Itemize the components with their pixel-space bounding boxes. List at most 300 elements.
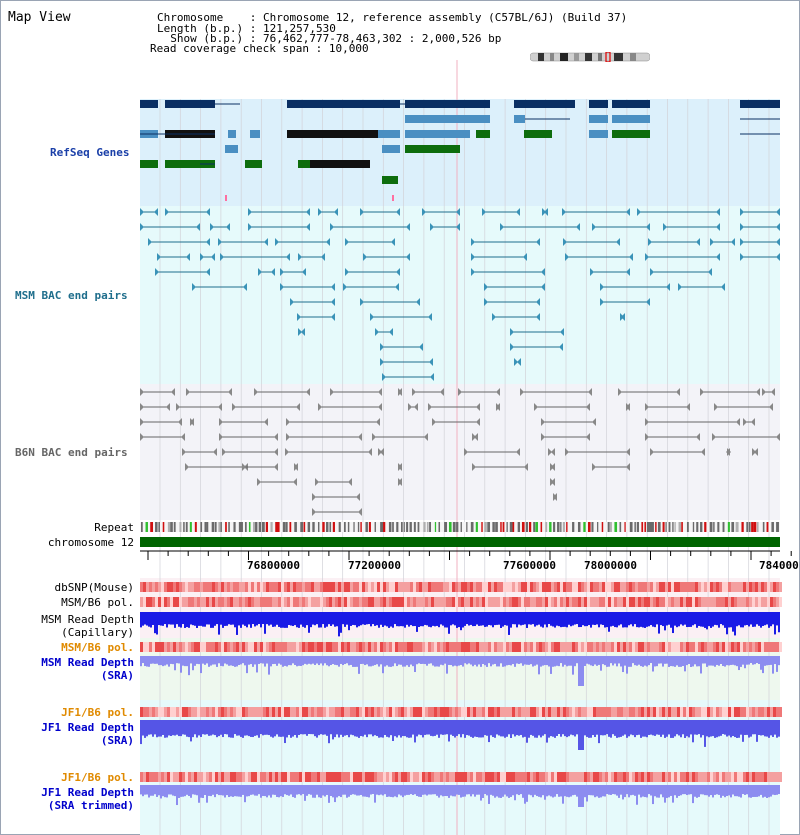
repeat-element xyxy=(333,522,335,532)
msm-b6-pol-2-cell xyxy=(470,642,473,652)
msm-depth-cap-bar xyxy=(360,612,362,625)
repeat-element xyxy=(481,522,482,532)
jf1-depth-sra-bar xyxy=(154,720,156,734)
msm-depth-cap-bar xyxy=(178,612,180,627)
msm-depth-cap-bar xyxy=(618,612,620,625)
msm-depth-sra-bar xyxy=(676,656,678,665)
msm-b6-pol-2-cell xyxy=(578,642,581,652)
dbsnp-cell xyxy=(272,582,275,592)
jf1-depth-trim-bar xyxy=(672,785,674,803)
jf1-depth-trim-bar xyxy=(140,785,142,794)
jf1-b6-pol-2-cell xyxy=(485,772,488,782)
msm-b6-pol-2-cell xyxy=(659,642,662,652)
msm-b6-pol-cell xyxy=(692,597,695,607)
jf1-depth-trim-bar xyxy=(250,785,252,795)
jf1-depth-sra-bar xyxy=(264,720,266,735)
msm-depth-sra-bar xyxy=(500,656,502,663)
jf1-depth-sra-bar xyxy=(158,720,160,737)
msm-depth-cap-bar xyxy=(184,612,186,628)
jf1-b6-pol-cell xyxy=(590,707,593,717)
jf1-depth-sra-bar xyxy=(312,720,314,734)
jf1-depth-trim-bar xyxy=(562,785,564,804)
jf1-b6-pol-2-cell xyxy=(758,772,761,782)
dbsnp-cell xyxy=(536,582,539,592)
msm-b6-pol-cell xyxy=(281,597,284,607)
jf1-depth-trim-bar xyxy=(270,785,272,798)
msm-depth-sra-bar xyxy=(304,656,306,664)
jf1-depth-sra-bar xyxy=(526,720,528,743)
jf1-depth-sra-bar xyxy=(276,720,278,734)
msm-depth-sra-bar xyxy=(380,656,382,664)
jf1-b6-pol-2-cell xyxy=(482,772,485,782)
jf1-depth-trim-bar xyxy=(486,785,488,795)
msm-depth-sra-bar xyxy=(746,656,748,665)
dbsnp-cell xyxy=(494,582,497,592)
refseq-track-label[interactable]: RefSeq Genes xyxy=(50,146,130,159)
repeat-element xyxy=(741,522,743,532)
msm-depth-cap-bar xyxy=(772,612,774,624)
msm-depth-cap-bar xyxy=(428,612,430,627)
jf1-b6-pol-2-cell xyxy=(671,772,674,782)
repeat-element xyxy=(535,522,538,532)
jf1-b6-pol-2-cell xyxy=(635,772,638,782)
msm-depth-cap-bar xyxy=(576,612,578,624)
msm-b6-pol-cell xyxy=(776,597,779,607)
msm-depth-sra-bar xyxy=(396,656,398,666)
dbsnp-cell xyxy=(323,582,326,592)
msm-depth-cap-bar xyxy=(588,612,590,625)
jf1-depth-sra-bar xyxy=(744,720,746,735)
jf1-depth-trim-bar xyxy=(606,785,608,794)
repeat-element xyxy=(672,522,673,532)
jf1-b6-pol-cell xyxy=(467,707,470,717)
msm-b6-pol-2-cell xyxy=(365,642,368,652)
jf1-b6-pol-cell xyxy=(395,707,398,717)
jf1-b6-pol-cell xyxy=(659,707,662,717)
jf1-depth-sra-bar xyxy=(770,720,772,735)
msm-b6-pol-2-cell xyxy=(566,642,569,652)
jf1-b6-pol-cell xyxy=(488,707,491,717)
msm-depth-cap-bar xyxy=(252,612,254,624)
jf1-depth-trim-bar xyxy=(444,785,446,796)
msm-b6-pol-cell xyxy=(758,597,761,607)
dbsnp-cell xyxy=(440,582,443,592)
msm-b6-pol-cell xyxy=(245,597,248,607)
msm-b6-pol-cell xyxy=(725,597,728,607)
jf1-b6-pol-2-cell xyxy=(668,772,671,782)
jf1-depth-trim-bar xyxy=(456,785,458,795)
jf1-depth-sra-bar xyxy=(186,720,188,737)
msm-depth-cap-bar xyxy=(564,612,566,627)
jf1-b6-pol-2-cell xyxy=(662,772,665,782)
msm-depth-cap-bar xyxy=(778,612,780,632)
jf1-depth-sra-bar xyxy=(652,720,654,735)
jf1-depth-trim-bar xyxy=(464,785,466,797)
jf1-depth-trim-bar xyxy=(554,785,556,797)
jf1-depth-sra-bar xyxy=(286,720,288,737)
msm-b6-pol-cell xyxy=(308,597,311,607)
msm-bac-track-label[interactable]: MSM BAC end pairs xyxy=(15,289,128,302)
msm-b6-pol-2-cell xyxy=(266,642,269,652)
repeat-element xyxy=(270,522,272,532)
jf1-b6-pol-cell xyxy=(353,707,356,717)
jf1-depth-trim-bar xyxy=(742,785,744,794)
dbsnp-cell xyxy=(707,582,710,592)
dbsnp-cell xyxy=(374,582,377,592)
jf1-depth-trim-bar xyxy=(612,785,614,794)
dbsnp-cell xyxy=(674,582,677,592)
dbsnp-cell xyxy=(503,582,506,592)
msm-b6-pol-2-cell xyxy=(452,642,455,652)
jf1-depth-trim-bar xyxy=(764,785,766,797)
jf1-b6-pol-2-cell xyxy=(368,772,371,782)
msm-b6-pol-cell xyxy=(527,597,530,607)
jf1-depth-trim-bar xyxy=(316,785,318,795)
jf1-b6-pol-cell xyxy=(620,707,623,717)
repeat-element xyxy=(218,522,220,532)
jf1-depth-trim-bar xyxy=(714,785,716,795)
jf1-depth-sra-bar xyxy=(700,720,702,737)
jf1-depth-trim-bar xyxy=(440,785,442,795)
dbsnp-cell xyxy=(446,582,449,592)
jf1-depth-sra-bar xyxy=(492,720,494,737)
jf1-b6-pol-cell xyxy=(674,707,677,717)
jf1-depth-trim-bar xyxy=(684,785,686,794)
jf1-depth-trim-bar xyxy=(480,785,482,801)
msm-b6-pol-2-cell xyxy=(434,642,437,652)
jf1-depth-sra-bar xyxy=(630,720,632,735)
msm-b6-pol-cell xyxy=(341,597,344,607)
msm-b6-pol-cell xyxy=(770,597,773,607)
jf1-depth-sra-bar xyxy=(146,720,148,736)
jf1-depth-sra-bar xyxy=(688,720,690,737)
msm-depth-cap-bar xyxy=(274,612,276,627)
msm-depth-cap-bar xyxy=(402,612,404,626)
jf1-b6-pol-cell xyxy=(521,707,524,717)
dbsnp-cell xyxy=(173,582,176,592)
repeat-element xyxy=(262,522,265,532)
msm-depth-sra-bar xyxy=(622,656,624,672)
jf1-depth-sra-bar xyxy=(574,720,576,736)
msm-depth-cap-bar xyxy=(726,612,728,634)
msm-b6-pol-2-cell xyxy=(269,642,272,652)
dbsnp-cell xyxy=(587,582,590,592)
msm-b6-pol-2-cell xyxy=(320,642,323,652)
msm-depth-sra-bar xyxy=(214,656,216,664)
jf1-b6-pol-cell xyxy=(347,707,350,717)
jf1-b6-pol-cell xyxy=(491,707,494,717)
msm-depth-cap-bar xyxy=(364,612,366,625)
jf1-depth-trim-bar xyxy=(400,785,402,796)
msm-depth-sra-bar xyxy=(640,656,642,666)
jf1-b6-pol-2-cell xyxy=(425,772,428,782)
repeat-element xyxy=(150,522,153,532)
jf1-b6-pol-2-cell xyxy=(236,772,239,782)
msm-b6-pol-2-cell xyxy=(413,642,416,652)
msm-depth-cap-bar xyxy=(586,612,588,626)
msm-b6-pol-cell xyxy=(143,597,146,607)
msm-depth-sra-bar xyxy=(582,656,584,686)
jf1-b6-pol-cell xyxy=(644,707,647,717)
jf1-b6-pol-cell xyxy=(140,707,143,717)
msm-depth-sra-bar xyxy=(670,656,672,666)
jf1-b6-pol-cell xyxy=(719,707,722,717)
msm-depth-sra-bar xyxy=(700,656,702,673)
jf1-b6-pol-cell xyxy=(431,707,434,717)
repeat-element xyxy=(190,522,192,532)
repeat-element xyxy=(541,522,543,532)
msm-b6-pol-cell xyxy=(557,597,560,607)
dbsnp-cell xyxy=(386,582,389,592)
jf1-depth-sra-bar xyxy=(778,720,780,737)
jf1-depth-trim-bar xyxy=(224,785,226,797)
repeat-element xyxy=(414,522,416,532)
msm-b6-pol-2-cell xyxy=(617,642,620,652)
jf1-depth-trim-bar xyxy=(278,785,280,797)
jf1-depth-trim-bar xyxy=(492,785,494,796)
jf1-depth-trim-bar xyxy=(208,785,210,796)
msm-depth-cap-bar xyxy=(256,612,258,625)
jf1-b6-pol-cell xyxy=(542,707,545,717)
jf1-depth-trim-bar xyxy=(222,785,224,795)
jf1-b6-pol-2-cell xyxy=(143,772,146,782)
jf1-depth-trim-bar xyxy=(712,785,714,797)
msm-depth-cap-bar xyxy=(380,612,382,625)
jf1-b6-pol-2-cell xyxy=(191,772,194,782)
msm-depth-sra-bar xyxy=(476,656,478,666)
msm-depth-sra-bar xyxy=(368,656,370,666)
jf1-depth-trim-bar xyxy=(642,785,644,797)
jf1-b6-pol-cell xyxy=(440,707,443,717)
jf1-depth-sra-bar xyxy=(668,720,670,734)
msm-depth-cap-bar xyxy=(328,612,330,624)
jf1-depth-sra-bar xyxy=(616,720,618,738)
msm-b6-pol-cell xyxy=(323,597,326,607)
msm-depth-cap-bar xyxy=(698,612,700,626)
msm-b6-pol-2-cell xyxy=(464,642,467,652)
msm-b6-pol-2-cell xyxy=(557,642,560,652)
jf1-depth-trim-bar xyxy=(580,785,582,807)
jf1-depth-sra-bar xyxy=(500,720,502,736)
jf1-depth-trim-bar xyxy=(560,785,562,796)
msm-b6-pol-2-cell xyxy=(584,642,587,652)
dbsnp-cell xyxy=(578,582,581,592)
jf1-depth-sra-bar xyxy=(218,720,220,736)
msm-depth-sra-bar xyxy=(564,656,566,665)
msm-depth-cap-bar xyxy=(296,612,298,627)
jf1-b6-pol-cell xyxy=(503,707,506,717)
jf1-depth-sra-bar xyxy=(310,720,312,734)
jf1-b6-pol-2-cell xyxy=(302,772,305,782)
repeat-element xyxy=(487,522,490,532)
jf1-depth-sra-bar xyxy=(610,720,612,738)
msm-depth-cap-bar xyxy=(634,612,636,624)
jf1-depth-sra-bar xyxy=(352,720,354,735)
msm-b6-pol-cell xyxy=(410,597,413,607)
coverage-value: 10,000 xyxy=(328,42,369,55)
refseq-gene xyxy=(514,100,575,108)
repeat-element xyxy=(392,522,394,532)
msm-depth-sra-bar xyxy=(728,656,730,665)
msm-depth-cap-bar xyxy=(430,612,432,627)
jf1-b6-pol-2-cell xyxy=(413,772,416,782)
dbsnp-cell xyxy=(575,582,578,592)
refseq-gene xyxy=(524,130,552,138)
jf1-depth-sra-bar xyxy=(334,720,336,737)
jf1-b6-pol-cell xyxy=(554,707,557,717)
msm-b6-pol-cell xyxy=(500,597,503,607)
msm-depth-sra-bar xyxy=(624,656,626,666)
msm-depth-cap-bar xyxy=(324,612,326,628)
jf1-depth-trim-bar xyxy=(204,785,206,795)
refseq-gene xyxy=(140,100,158,108)
dbsnp-cell xyxy=(167,582,170,592)
repeat-element xyxy=(749,522,751,532)
repeat-element xyxy=(233,522,235,532)
jf1-depth-trim-bar xyxy=(730,785,732,797)
repeat-element xyxy=(588,522,591,532)
msm-b6-pol-2-cell xyxy=(623,642,626,652)
jf1-b6-pol-2-cell xyxy=(752,772,755,782)
msm-b6-pol-2-cell xyxy=(251,642,254,652)
msm-b6-pol-2-cell xyxy=(332,642,335,652)
jf1-depth-sra-bar xyxy=(566,720,568,737)
msm-b6-pol-2-cell xyxy=(215,642,218,652)
jf1-b6-pol-2-cell xyxy=(524,772,527,782)
msm-b6-pol-2-cell xyxy=(191,642,194,652)
jf1-b6-pol-2-cell xyxy=(506,772,509,782)
msm-depth-cap-bar xyxy=(508,612,510,635)
msm-b6-pol-2-cell xyxy=(713,642,716,652)
jf1-depth-trim-bar xyxy=(498,785,500,798)
msm-b6-pol-2-cell xyxy=(380,642,383,652)
jf1-b6-pol-2-cell xyxy=(140,772,143,782)
msm-depth-cap-bar xyxy=(422,612,424,626)
msm-b6-pol-cell xyxy=(566,597,569,607)
jf1-b6-pol-cell xyxy=(389,707,392,717)
jf1-b6-pol-2-cell xyxy=(473,772,476,782)
repeat-element xyxy=(506,522,507,532)
msm-depth-cap-bar xyxy=(606,612,608,627)
msm-b6-pol-2-cell xyxy=(200,642,203,652)
dbsnp-cell xyxy=(719,582,722,592)
jf1-depth-sra-bar xyxy=(260,720,262,734)
msm-b6-pol-cell xyxy=(626,597,629,607)
jf1-depth-sra-bar xyxy=(776,720,778,738)
jf1-depth-trim-bar xyxy=(710,785,712,795)
jf1-depth-sra-bar xyxy=(524,720,526,737)
jf1-depth-trim-bar xyxy=(514,785,516,800)
msm-b6-pol-2-cell xyxy=(644,642,647,652)
msm-depth-cap-bar xyxy=(646,612,648,627)
repeat-element xyxy=(651,522,653,532)
msm-depth-cap-bar xyxy=(672,612,674,633)
msm-depth-cap-bar xyxy=(712,612,714,627)
msm-depth-sra-bar xyxy=(580,656,582,686)
jf1-depth-trim-bar xyxy=(416,785,418,796)
jf1-b6-pol-cell xyxy=(212,707,215,717)
dbsnp-cell xyxy=(275,582,278,592)
msm-b6-pol-cell xyxy=(200,597,203,607)
jf1-depth-sra-bar xyxy=(538,720,540,735)
jf1-b6-pol-cell xyxy=(404,707,407,717)
jf1-b6-pol-cell xyxy=(458,707,461,717)
dbsnp-cell xyxy=(704,582,707,592)
msm-depth-sra-bar xyxy=(644,656,646,666)
repeat-element xyxy=(158,522,160,532)
repeat-element xyxy=(204,522,206,532)
b6n-bac-track-label[interactable]: B6N BAC end pairs xyxy=(15,446,128,459)
jf1-b6-pol-cell xyxy=(710,707,713,717)
jf1-b6-pol-cell xyxy=(176,707,179,717)
msm-depth-cap-bar xyxy=(152,612,154,625)
msm-b6-pol-2-cell xyxy=(308,642,311,652)
jf1-depth-sra-bar xyxy=(342,720,344,737)
jf1-b6-pol-cell xyxy=(749,707,752,717)
msm-b6-pol-cell xyxy=(146,597,149,607)
repeat-element xyxy=(427,522,429,532)
msm-depth-sra-bar xyxy=(772,656,774,674)
jf1-depth-sra-bar xyxy=(330,720,332,734)
repeat-element xyxy=(663,522,665,532)
jf1-depth-sra-bar xyxy=(450,720,452,735)
repeat-element xyxy=(286,522,288,532)
dbsnp-cell xyxy=(338,582,341,592)
jf1-depth-trim-bar xyxy=(436,785,438,796)
jf1-b6-pol-cell xyxy=(698,707,701,717)
show-label: Show (b.p.) xyxy=(170,32,244,45)
jf1-b6-pol-cell xyxy=(200,707,203,717)
msm-depth-cap-bar xyxy=(636,612,638,627)
jf1-depth-sra-bar xyxy=(698,720,700,734)
msm-depth-cap-bar xyxy=(752,612,754,627)
jf1-depth-sra-bar xyxy=(346,720,348,735)
jf1-b6-pol-cell xyxy=(728,707,731,717)
jf1-b6-pol-2-cell xyxy=(395,772,398,782)
msm-depth-cap-bar xyxy=(404,612,406,628)
msm-b6-pol-cell xyxy=(665,597,668,607)
msm-b6-pol-cell xyxy=(638,597,641,607)
jf1-depth-sra-bar xyxy=(220,720,222,735)
jf1-b6-pol-cell xyxy=(311,707,314,717)
jf1-depth-trim-bar xyxy=(724,785,726,797)
jf1-b6-pol-2-cell xyxy=(251,772,254,782)
jf1-b6-pol-cell xyxy=(317,707,320,717)
msm-depth-sra-bar xyxy=(268,656,270,675)
msm-depth-cap-bar xyxy=(246,612,248,627)
jf1-b6-pol-cell xyxy=(536,707,539,717)
repeat-element xyxy=(545,522,547,532)
dbsnp-cell xyxy=(728,582,731,592)
msm-depth-sra-bar xyxy=(228,656,230,666)
repeat-element xyxy=(503,522,505,532)
msm-b6-pol-cell xyxy=(398,597,401,607)
dbsnp-cell xyxy=(224,582,227,592)
msm-depth-sra-bar xyxy=(420,656,422,664)
msm-depth-cap-bar xyxy=(490,612,492,625)
jf1-b6-pol-cell xyxy=(290,707,293,717)
msm-b6-pol-cell xyxy=(440,597,443,607)
msm-depth-sra-bar xyxy=(430,656,432,663)
msm-depth-cap-bar xyxy=(582,612,584,625)
msm-depth-sra-label: MSM Read Depth xyxy=(41,656,134,669)
msm-depth-cap-bar xyxy=(642,612,644,627)
msm-depth-sra-bar xyxy=(544,656,546,665)
msm-b6-pol-2-cell xyxy=(293,642,296,652)
msm-b6-pol-2-cell xyxy=(497,642,500,652)
msm-depth-cap-bar xyxy=(260,612,262,627)
msm-b6-pol-cell xyxy=(632,597,635,607)
